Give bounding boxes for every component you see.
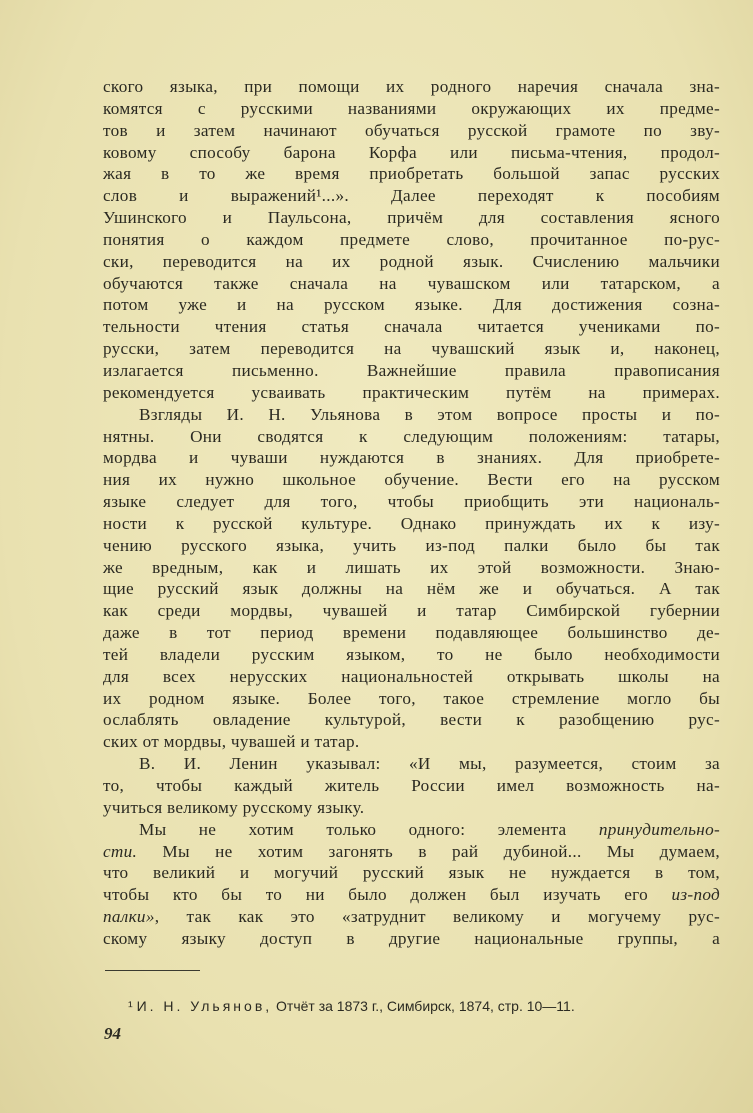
italic-text: палки» bbox=[103, 907, 155, 927]
text-line bbox=[103, 294, 720, 316]
text-line bbox=[103, 207, 720, 229]
text-line bbox=[103, 535, 720, 557]
text-segment: ковому способу барона Корфа или письма-чтения, продол- bbox=[103, 142, 720, 162]
page-number: 94 bbox=[104, 1024, 121, 1043]
text-line bbox=[103, 709, 720, 731]
text-line bbox=[103, 273, 720, 295]
footnote bbox=[128, 998, 575, 1014]
italic-text: сти. bbox=[103, 841, 138, 861]
text-segment: потом уже и на русском языке. Для достижения созна- bbox=[103, 295, 720, 315]
text-line bbox=[103, 426, 720, 448]
italic-text: принудительно- bbox=[598, 819, 720, 839]
text-segment: излагается письменно. Важнейшие правила правописания bbox=[103, 360, 720, 380]
text-segment: их родном языке. Более того, такое стремление могло бы bbox=[103, 688, 720, 708]
text-line bbox=[103, 76, 720, 98]
text-segment: Мы не хотим только одного: элемента bbox=[139, 819, 599, 839]
text-segment: учиться великому русскому языку. bbox=[103, 797, 365, 817]
text-line bbox=[103, 382, 720, 404]
text-line bbox=[103, 447, 720, 469]
text-segment: скому языку доступ в другие национальные группы, а bbox=[103, 928, 720, 948]
text-segment: ски, переводится на их родной язык. Счислению мальчики bbox=[103, 251, 720, 271]
text-segment: даже в тот период времени подавляющее большинство де- bbox=[103, 623, 720, 643]
text-segment: русски, затем переводится на чувашский язык и, наконец, bbox=[103, 339, 720, 359]
text-line bbox=[103, 797, 720, 819]
text-line bbox=[103, 862, 720, 884]
text-segment: ослаблять овладение культурой, вести к разобщению рус- bbox=[103, 710, 720, 730]
text-segment: Ушинского и Паульсона, причём для составления ясного bbox=[103, 208, 720, 228]
text-line bbox=[103, 251, 720, 273]
text-line bbox=[103, 731, 720, 753]
text-segment: ния их нужно школьное обучение. Вести его на русском bbox=[103, 470, 720, 490]
text-line bbox=[103, 316, 720, 338]
text-segment: щие русский язык должны на нём же и обучаться. А так bbox=[103, 579, 720, 599]
text-segment: жая в то же время приобретать большой запас русских bbox=[103, 164, 720, 184]
text-segment: обучаются также сначала на чувашском или татарском, а bbox=[103, 273, 720, 293]
text-segment: нятны. Они сводятся к следующим положениям: татары, bbox=[103, 426, 720, 446]
text-segment: чтобы кто бы то ни было должен был изучать его bbox=[103, 885, 672, 905]
text-line bbox=[103, 163, 720, 185]
text-line bbox=[103, 819, 720, 841]
text-segment: В. И. Ленин указывал: «И мы, разумеется, стоим за bbox=[139, 754, 720, 774]
text-line bbox=[103, 491, 720, 513]
text-line bbox=[103, 600, 720, 622]
text-line bbox=[103, 185, 720, 207]
text-line bbox=[103, 98, 720, 120]
text-segment: слов и выражений¹...». Далее переходят к пособиям bbox=[103, 186, 720, 206]
text-segment: же вредным, как и лишать их этой возможности. Знаю- bbox=[103, 557, 720, 577]
text-segment: что великий и могучий русский язык не нуждается в том, bbox=[103, 863, 720, 883]
text-segment: то, чтобы каждый житель России имел возможность на- bbox=[103, 776, 720, 795]
italic-text: из-под bbox=[671, 885, 720, 905]
text-segment: тов и затем начинают обучаться русской грамоте по зву- bbox=[103, 120, 720, 140]
text-line bbox=[103, 557, 720, 579]
text-line bbox=[103, 338, 720, 360]
footnote-author: И. Н. Ульянов, bbox=[136, 998, 273, 1014]
text-segment: понятия о каждом предмете слово, прочитанное по-рус- bbox=[103, 229, 720, 249]
text-segment: ских от мордвы, чувашей и татар. bbox=[103, 732, 360, 752]
text-segment: ского языка, при помощи их родного наречия сначала зна- bbox=[103, 77, 720, 96]
text-segment: мордва и чуваши нуждаются в знаниях. Для приобрете- bbox=[103, 448, 720, 468]
text-segment: ности к русской культуре. Однако принуждать их к изу- bbox=[103, 513, 720, 533]
text-line bbox=[103, 753, 720, 775]
text-line bbox=[103, 360, 720, 382]
footnote-divider bbox=[105, 970, 200, 971]
text-segment: Мы не хотим загонять в рай дубиной... Мы думаем, bbox=[137, 841, 720, 861]
text-line bbox=[103, 120, 720, 142]
text-line bbox=[103, 404, 720, 426]
text-line bbox=[103, 928, 720, 950]
text-line bbox=[103, 622, 720, 644]
text-segment: Взгляды И. Н. Ульянова в этом вопросе просты и по- bbox=[139, 404, 720, 424]
text-line bbox=[103, 142, 720, 164]
text-line bbox=[103, 775, 720, 797]
text-segment: как среди мордвы, чувашей и татар Симбирской губернии bbox=[103, 601, 720, 621]
text-segment: чению русского языка, учить из-под палки было бы так bbox=[103, 535, 720, 555]
text-line bbox=[103, 841, 720, 863]
text-segment: для всех нерусских национальностей открывать школы на bbox=[103, 666, 720, 686]
text-line bbox=[103, 644, 720, 666]
text-line bbox=[103, 578, 720, 600]
text-segment: комятся с русскими названиями окружающих их предме- bbox=[103, 98, 720, 118]
text-line bbox=[103, 906, 720, 928]
text-segment: , так как это «затруднит великому и могучему рус- bbox=[154, 907, 720, 927]
text-line bbox=[103, 513, 720, 535]
text-line bbox=[103, 469, 720, 491]
body-text bbox=[103, 76, 720, 950]
footnote-marker: ¹ bbox=[128, 998, 133, 1014]
text-segment: языке следует для того, чтобы приобщить эти националь- bbox=[103, 492, 720, 512]
text-line bbox=[103, 884, 720, 906]
text-segment: тей владели русским языком, то не было необходимости bbox=[103, 644, 720, 664]
text-segment: рекомендуется усваивать практическим путём на примерах. bbox=[103, 382, 720, 402]
text-line bbox=[103, 688, 720, 710]
text-line bbox=[103, 666, 720, 688]
text-segment: тельности чтения статья сначала читается учениками по- bbox=[103, 317, 720, 337]
text-line bbox=[103, 229, 720, 251]
footnote-text: Отчёт за 1873 г., Симбирск, 1874, стр. 10—11. bbox=[276, 998, 575, 1014]
